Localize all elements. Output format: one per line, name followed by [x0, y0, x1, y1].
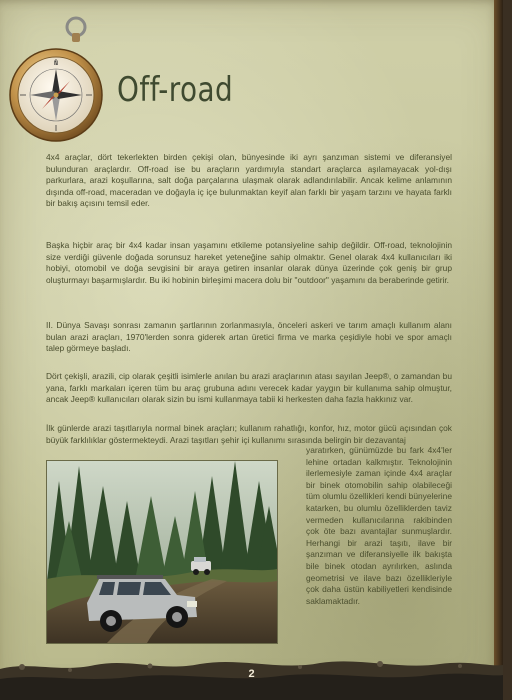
- paragraph-jeep: Dört çekişli, arazili, cip olarak çeşitli isimlerle anılan bu arazi araçlarının atası sayılan Jeep®, o zamandan bu yana, farklı markaları içeren tüm bu araç grubuna adını verecek kadar yaygın bir kullanıma sahip olmuştur, ancak Jeep® kullanıcıları olarak sizin bu ismi kullanmaya tabii ki herkesten daha fazla hakkınız var.: [46, 371, 452, 405]
- compass-icon: [8, 15, 112, 143]
- page-title: Off-road: [117, 70, 234, 110]
- paragraph-intro: 4x4 araçlar, dört tekerlekten birden çekişi olan, bünyesinde iki ayrı şanzıman sistemi ve diferansiyel bulunduran araçlardır. Off-road ise bu araçların yardımıyla standart araçlarca aşılamayacak yol-dışı parkurlara, arazi koşullarına, salt doğa parçalarına ulaşmak olarak adlandırılabilir. Ancak kelime anlamının dışında off-road, maceradan ve doğayla iç içe bulunmaktan keyif alan farklı bir yaşam tarzını ve hayata farklı bir bakış açısını temsil eder.: [46, 152, 452, 209]
- paragraph-history: II. Dünya Savaşı sonrası zamanın şartlarının zorlanmasıyla, önceleri askeri ve tarım amaçlı kullanım alanı bulan arazi araçları, 1970'lerden sonra giderek artan üretici firma ve marka çeşidiyle hobi ve spor amaçlı talep görmeye başladı.: [46, 320, 452, 354]
- page-number: 2: [248, 668, 255, 680]
- page-spine-shadow: [494, 0, 503, 700]
- paragraph-potential: Başka hiçbir araç bir 4x4 kadar insan yaşamını etkileme potansiyeline sahip değildir. Off-road, teknolojinin size verdiği güvenle doğada sorunsuz hareket yeteneğine sahip olmaktır. Genel olarak 4x4 kullanıcıları iki hobiyi, otomobil ve doğa sevgisini bir araya getiren insanlar olarak dünya üzerinde çok geniş bir grup oluşturmayı başarmışlardır. Bu iki hobinin birleşimi macera dolu bir "outdoor" yaşamını da beraberinde getirir.: [46, 240, 452, 285]
- off-road-photo: [46, 460, 278, 644]
- svg-text:N: N: [53, 60, 59, 67]
- paragraph-comparison-continued: yaratırken, günümüzde bu fark 4x4'ler lehine ortadan kalkmıştır. Teknolojinin ilerlemesiyle zaman içinde 4x4 araçlar bir binek otomobilin sahip olabileceği tüm olumlu özellikleri kendi bünyelerine katarken, bu olumlu özelliklerden taviz vermeden kullanıcılarına rakibinden çok öte bazı avantajlar sunmuşlardır. Herhangi bir arazi taşıtı, ilave bir şanzıman ve diferansiyelle ilk bakışta bile binek otodan ayrılırken, aslında geometrisi ve ilave bazı özellikleriyle çok daha üstün kabiliyetleri kendisinde saklamaktadır.: [306, 445, 452, 606]
- paragraph-comparison: İlk günlerde arazi taşıtlarıyla normal binek araçları; kullanım rahatlığı, konfor, hız, motor gücü açısından çok büyük farklılıklar göstermekteydi. Arazi taşıtları şehir içi kullanımı sırasında belirgin bir dezavantaj: [46, 423, 452, 445]
